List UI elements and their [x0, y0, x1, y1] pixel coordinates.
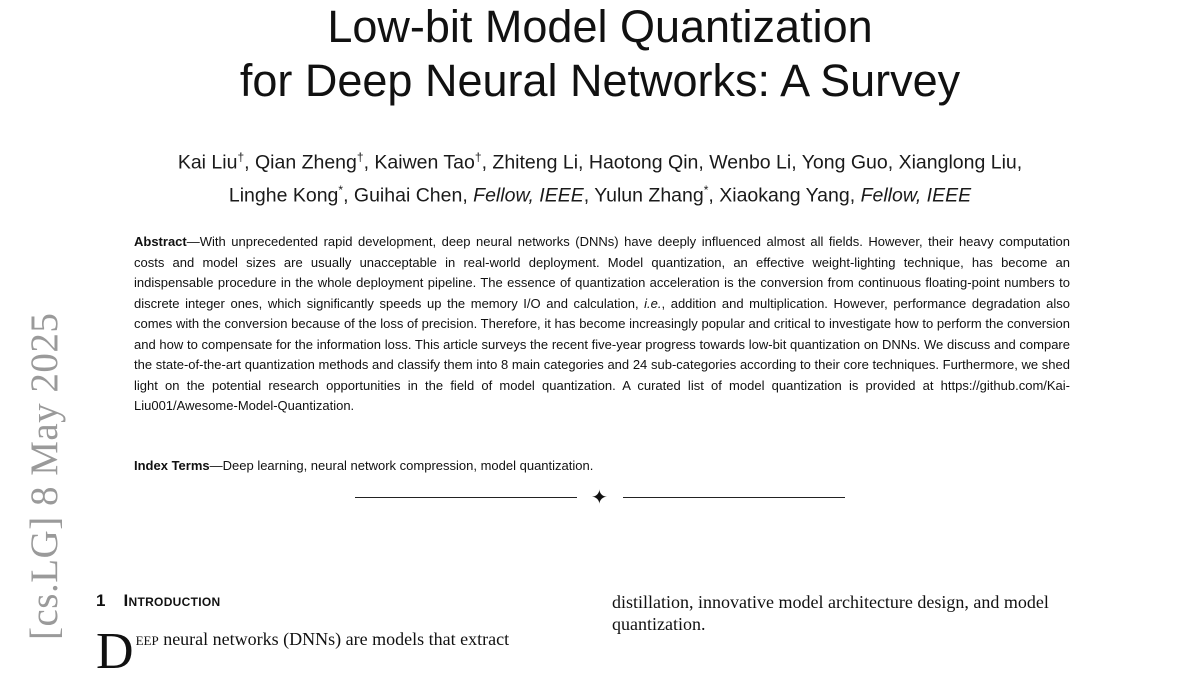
- fellow-title: Fellow, IEEE: [473, 184, 584, 206]
- index-terms: [134, 456, 1070, 476]
- section-heading: [96, 591, 220, 611]
- index-terms-text: —Deep learning, neural network compression, model quantization.: [209, 458, 594, 473]
- abstract-ie: i.e.: [644, 295, 662, 311]
- author-separator: ,: [244, 151, 255, 174]
- author-separator: ,: [708, 184, 720, 206]
- index-terms-label: Index Terms: [134, 458, 210, 473]
- author: Xiaokang Yang: [719, 184, 850, 206]
- abstract: [134, 232, 1070, 417]
- author: Zhiteng Li, Haotong Qin, Wenbo Li, Yong Guo, Xianglong Liu,: [492, 151, 1023, 174]
- author-list: [60, 144, 1140, 209]
- divider-line-right: [623, 497, 845, 498]
- author: Linghe Kong: [228, 184, 339, 206]
- equal-contribution-mark: †: [356, 150, 364, 164]
- author: Kai Liu: [177, 151, 238, 174]
- author-separator: ,: [481, 151, 493, 174]
- divider-star-icon: ✦: [591, 487, 608, 509]
- author-separator: ,: [363, 151, 375, 174]
- intro-first-paragraph: [96, 623, 586, 680]
- paragraph-text: neural networks (DNNs) are models that extract: [158, 629, 510, 649]
- author-separator: ,: [343, 184, 354, 206]
- equal-contribution-mark: †: [237, 150, 245, 164]
- abstract-text: , addition and multiplication. However, performance degradation also comes with the conversion because of the loss of precision. Therefore, it has become increasingly popular and critical to investigate how to perform the conversion and how to compensate for the information loss. This article surveys the recent five-year progress towards low-bit quantization on DNNs. We discuss and compare the state-of-the-art quantization methods and classify them into 8 main categories and 24 sub-categories according to their core techniques. Furthermore, we shed light on the potential research opportunities in the field of model quantization. A curated list of model quantization is provided at https://github.com/Kai-Liu001/Awesome-Model-Quantization.: [134, 295, 1070, 413]
- author: Qian Zheng: [254, 151, 357, 174]
- divider-line-left: [355, 497, 577, 498]
- paper-title: [0, 0, 1200, 108]
- section-divider: [355, 486, 845, 510]
- title-line-2: for Deep Neural Networks: A Survey: [239, 55, 961, 106]
- section-number: 1: [96, 591, 106, 610]
- title-line-1: Low-bit Model Quantization: [327, 1, 873, 52]
- author-separator: ,: [462, 184, 474, 206]
- corresponding-author-mark: *: [338, 182, 344, 197]
- author-separator: ,: [849, 184, 861, 206]
- author-separator: ,: [583, 184, 595, 206]
- paragraph-text: distillation, innovative model architecture design, and model quantization.: [612, 592, 1049, 634]
- section-title: Introduction: [123, 591, 221, 610]
- abstract-text: —With unprecedented rapid development, deep neural networks (DNNs) have deeply influenced almost all fields. However, their heavy computation costs and model sizes are usually unacceptable in real-world deployment. Model quantization, an effective weight-lighting technique, has become an indispensable procedure in the whole deployment pipeline. The essence of quantization acceleration is the conversion from continuous floating-point numbers to discrete integer ones, which significantly speeds up the memory I/O and calculation,: [134, 234, 1070, 311]
- corresponding-author-mark: *: [703, 182, 709, 197]
- lead-word: eep: [135, 629, 159, 649]
- abstract-label: Abstract: [134, 234, 187, 249]
- arxiv-side-stamp: [cs.LG] 8 May 2025: [23, 312, 66, 640]
- author: Guihai Chen: [353, 184, 463, 206]
- equal-contribution-mark: †: [474, 150, 482, 164]
- fellow-title: Fellow, IEEE: [860, 184, 972, 206]
- drop-cap: D: [96, 623, 134, 680]
- intro-right-column: [612, 591, 1112, 635]
- author: Kaiwen Tao: [374, 151, 475, 174]
- author: Yulun Zhang: [594, 184, 704, 206]
